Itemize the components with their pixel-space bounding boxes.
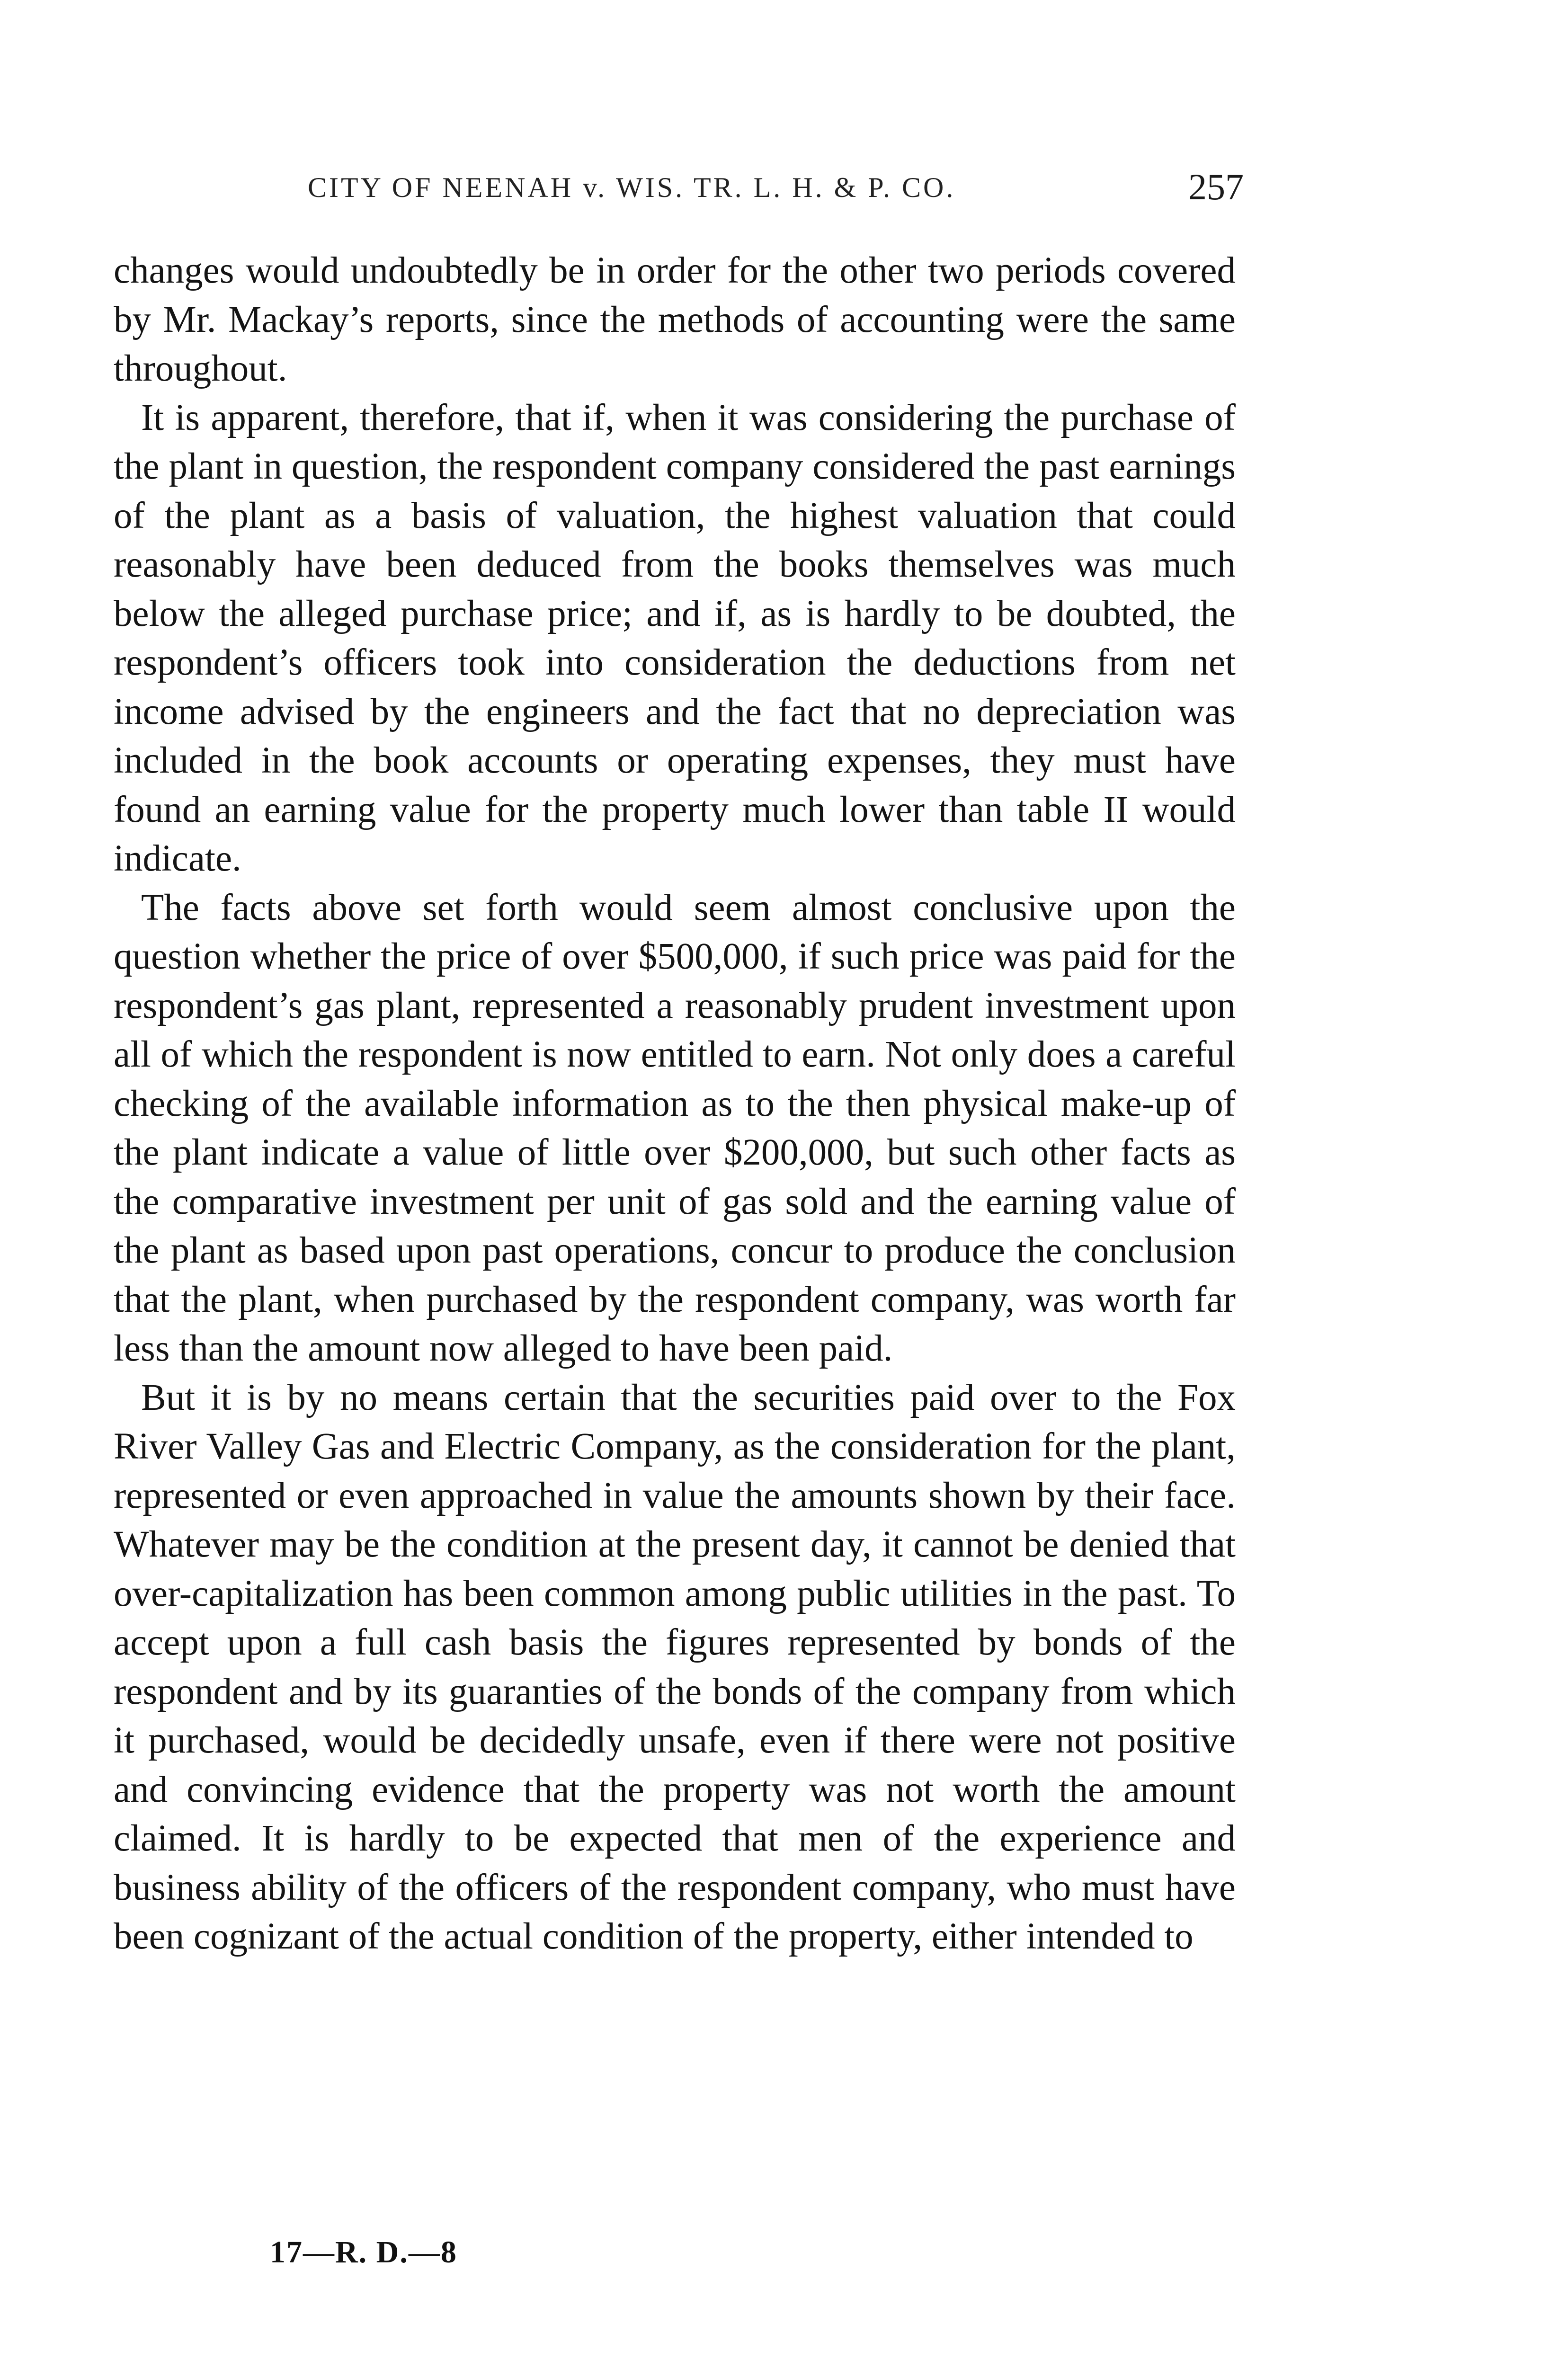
- paragraph-3: The facts above set forth would seem almost conclusive upon the question whether the price of over $500,000, if such price was paid for the respondent’s gas plant, represented a reasonably prudent investment upon all of which the respondent is now entitled to earn. Not only does a careful checking of the available information as to the then physical make-up of the plant indicate a value of little over $200,000, but such other facts as the comparative investment per unit of gas sold and the earning value of the plant as based upon past operations, concur to produce the conclusion that the plant, when purchased by the respondent company, was worth far less than the amount now alleged to have been paid.: [114, 887, 1236, 1369]
- body-text: [114, 246, 1236, 1961]
- paragraph-2: It is apparent, therefore, that if, when it was considering the purchase of the plant in question, the respondent company considered the past earnings of the plant as a basis of valuation, the highest valuation that could reasonably have been deduced from the books themselves was much below the alleged purchase price; and if, as is hardly to be doubted, the respondent’s officers took into consideration the deductions from net income advised by the engineers and the fact that no depreciation was included in the book accounts or operating expenses, they must have found an earning value for the property much lower than table II would indicate.: [114, 397, 1236, 879]
- paragraph-4: But it is by no means certain that the securities paid over to the Fox River Valley Gas and Electric Company, as the consideration for the plant, represented or even approached in value the amounts shown by their face. Whatever may be the condition at the present day, it cannot be denied that over-capitalization has been common among public utilities in the past. To accept upon a full cash basis the figures represented by bonds of the respondent and by its guaranties of the bonds of the company from which it purchased, would be decidedly unsafe, even if there were not positive and convincing evidence that the property was not worth the amount claimed. It is hardly to be expected that men of the experience and business ability of the officers of the respondent company, who must have been cognizant of the actual condition of the property, either intended to: [114, 1377, 1236, 1957]
- running-head: CITY OF NEENAH v. WIS. TR. L. H. & P. CO.: [308, 172, 956, 203]
- page-number: 257: [1188, 166, 1244, 207]
- paragraph-1: changes would undoubtedly be in order for the other two periods covered by Mr. Mackay’s reports, since the methods of accounting were the same throughout.: [114, 250, 1236, 389]
- signature-mark: 17—R. D.—8: [270, 2235, 457, 2269]
